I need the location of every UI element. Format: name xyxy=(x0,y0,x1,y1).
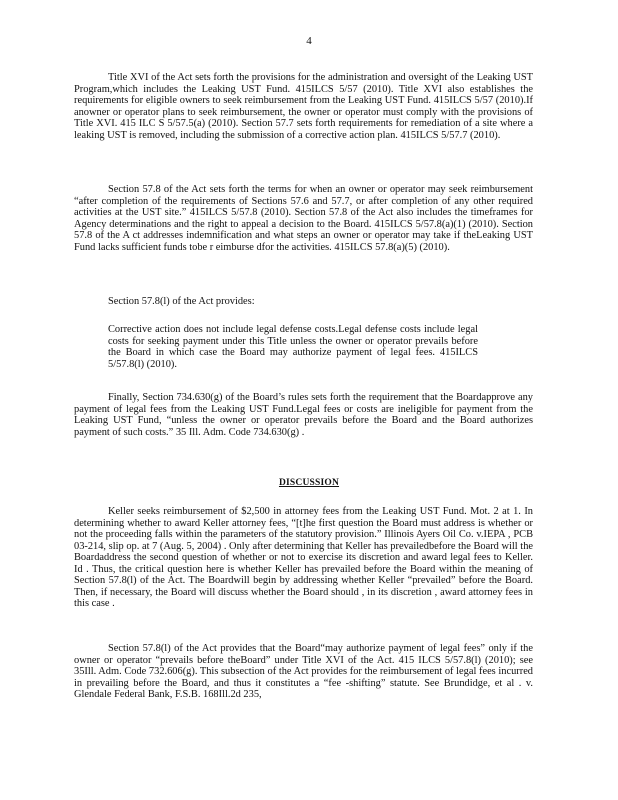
heading-text: DISCUSSION xyxy=(278,478,340,488)
paragraph-provides-intro: Section 57.8(l) of the Act provides: xyxy=(108,296,255,307)
paragraph-section-57-8: Section 57.8 of the Act sets forth the terms for when an owner or operator may seek reimbursement “after completion of the requirements of Sections 57.6 and 57.7, or after completion of any other required activities at the UST site.” 415ILCS 5/57.8 (2010). Section 57.8 of the Act also includes the timeframes for Agency determinations and the right to appeal a decision to the Board. 415ILCS 5/57.8(a)(1) (2010). Section 57.8 of the A ct addresses indemnification and what steps an owner or operator may take if theLeaking UST Fund lacks sufficient funds tobe r eimburse dfor the activities. 415ILCS 57.8(a)(5) (2010). xyxy=(74,184,533,253)
paragraph-board-rules: Finally, Section 734.630(g) of the Board’s rules sets forth the requirement that the Boardapprove any payment of legal fees from the Leaking UST Fund.Legal fees or costs are ineligible for payment from the Leaking UST Fund, “unless the owner or operator prevails before the Board and the Board authorizes payment of such costs.” 35 Ill. Adm. Code 734.630(g) . xyxy=(74,392,533,438)
paragraph-title-xvi: Title XVI of the Act sets forth the provisions for the administration and oversight of the Leaking UST Program,which includes the Leaking UST Fund. 415ILCS 5/57 (2010). Title XVI also establishes the requirements for eligible owners to seek reimbursement from the Leaking UST Fund. 415ILCS 5/57 (2010).If anowner or operator plans to seek reimbursement, the owner or operator must comply with the provisions of Title XVI. 415 ILC S 5/57.5(a) (2010). Section 57.7 sets forth requirements for remediation of a site where a leaking UST is removed, including the submission of a corrective action plan. 415ILCS 5/57.7 (2010). xyxy=(74,72,533,141)
block-quote: Corrective action does not include legal defense costs.Legal defense costs include legal costs for seeking payment under this Title unless the owner or operator prevails before the Board in which case the Board may authorize payment of legal fees. 415ILCS 5/57.8(l) (2010). xyxy=(108,324,478,370)
paragraph-discussion-1: Keller seeks reimbursement of $2,500 in attorney fees from the Leaking UST Fund. Mot. 2 at 1. In determining whether to award Keller attorney fees, “[t]he first question the Board must address is whether or not the proceeding falls within the parameters of the statutory provision.” Illinois Ayers Oil Co. v.IEPA , PCB 03-214, slip op. at 7 (Aug. 5, 2004) . Only after determining that Keller has prevailedbefore the Board will the Boardaddress the second question of whether or not to exercise its discretion and award legal fees to Keller. Id . Thus, the critical question here is whether Keller has prevailed before the Board within the meaning of Section 57.8(l) of the Act. The Boardwill begin by addressing whether Keller “prevailed” before the Board. Then, if necessary, the Board will discuss whether the Board should , in its discretion , award attorney fees in this case . xyxy=(74,506,533,609)
page-number: 4 xyxy=(306,35,312,47)
paragraph-discussion-2: Section 57.8(l) of the Act provides that the Board“may authorize payment of legal fees” only if the owner or operator “prevails before theBoard” under Title XVI of the Act. 415 ILCS 5/57.8(l) (2010); see 35Ill. Adm. Code 732.606(g). This subsection of the Act provides for the reimbursement of legal fees incurred in prevailing before the Board, and thus it constitutes a “fee -shifting” statute. See Brundidge, et al . v. Glendale Federal Bank, F.S.B. 168Ill.2d 235, xyxy=(74,643,533,700)
section-heading xyxy=(0,478,618,490)
